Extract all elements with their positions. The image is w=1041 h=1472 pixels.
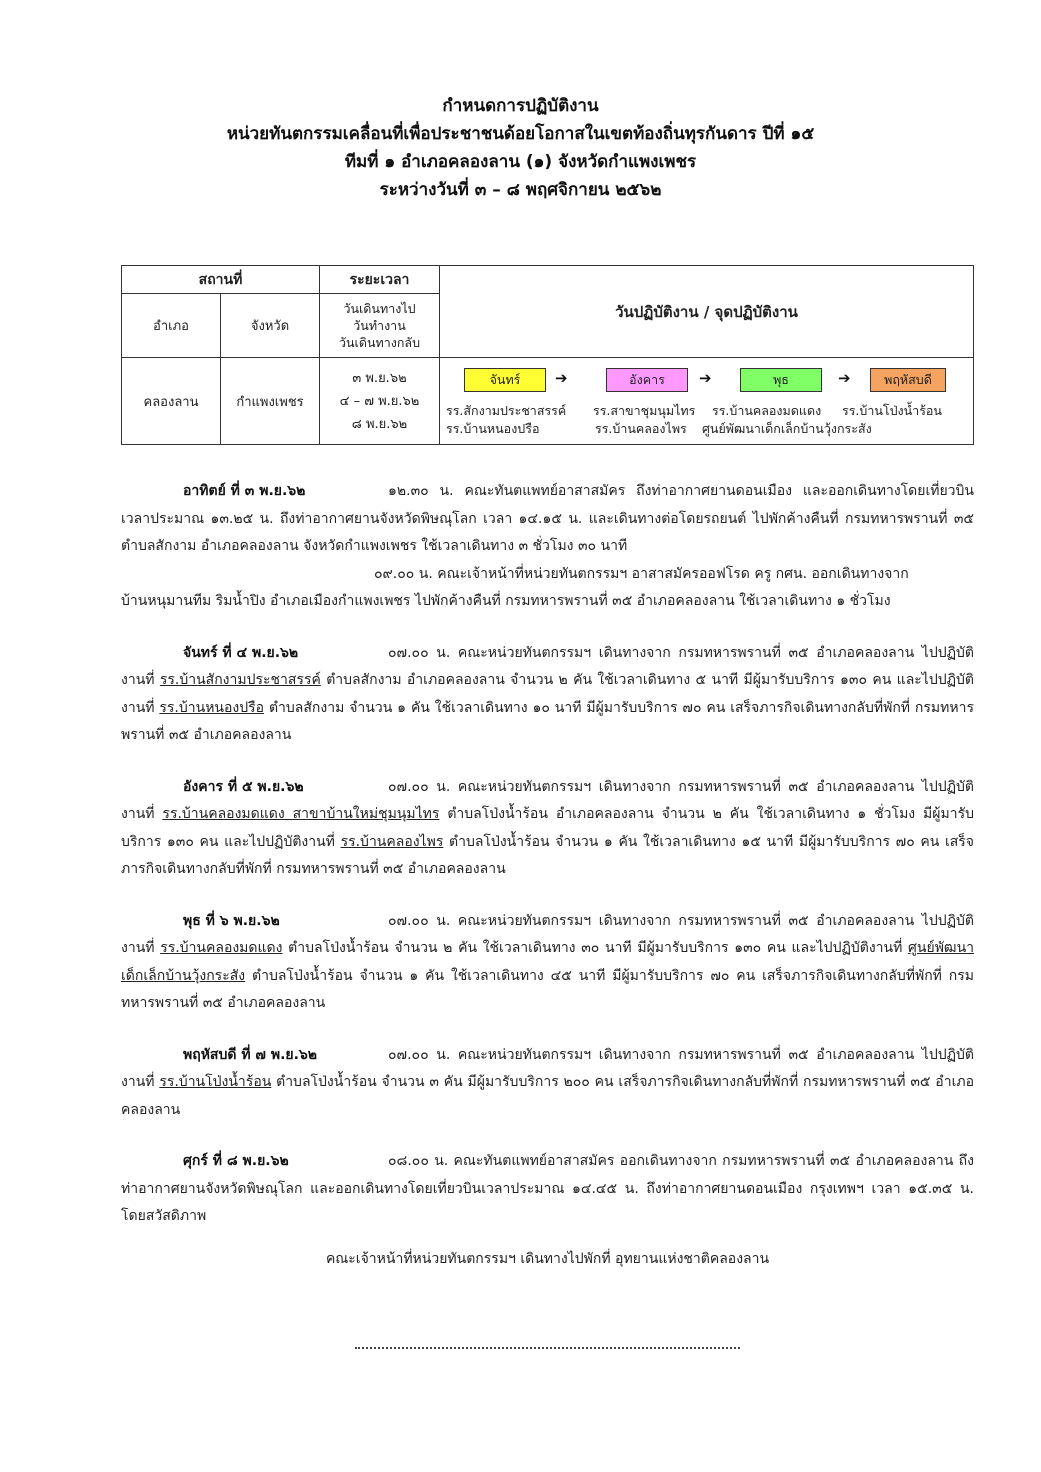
- arrow-right-icon: ➔: [699, 369, 712, 387]
- site-name: รร.บ้านคลองมดแดง สาขาบ้านใหม่ชุมนุมไทร: [162, 806, 440, 822]
- day-section-sunday: [121, 478, 974, 561]
- period-return: วันเดินทางกลับ: [338, 335, 421, 350]
- site-name: รร.บ้านคลองมดแดง: [160, 940, 283, 956]
- title-line-3: ทีมที่ ๑ อำเภอคลองลาน (๑) จังหวัดกำแพงเพชร: [344, 152, 697, 172]
- cell-dates: [320, 358, 440, 445]
- day-box-wednesday: พุธ: [740, 368, 822, 392]
- day-text-line: ๐๙.๐๐ น. คณะเจ้าหน้าที่หน่วยทันตกรรมฯ อาสาสมัครออฟโรด ครู กศน. ออกเดินทางจาก: [374, 565, 909, 582]
- header-place: สถานที่: [122, 266, 320, 294]
- day-text: ตำบลสักงาม อำเภอคลองลาน จำนวน ๒ คัน ใช้เวลาเดินทาง ๕ นาที มีผู้มารับบริการ ๑๓๐ คน และไปปฏิบัติงานที่: [121, 672, 974, 716]
- cell-province: กำแพงเพชร: [221, 358, 320, 445]
- day-section-monday: [121, 640, 974, 750]
- closing-note: คณะเจ้าหน้าที่หน่วยทันตกรรมฯ เดินทางไปพักที่ อุทยานแห่งชาติคลองลาน: [325, 1250, 770, 1267]
- subheader-period: [320, 294, 440, 358]
- site-name: รร.บ้านหนองปรือ: [159, 699, 265, 716]
- subheader-province: จังหวัด: [221, 294, 320, 358]
- day-section-friday: [121, 1148, 974, 1231]
- arrow-right-icon: ➔: [838, 369, 851, 387]
- site-name: ศูนย์พัฒนาเด็กเล็กบ้านวุ้งกระสัง: [121, 940, 974, 984]
- day-text: ตำบลโป่งน้ำร้อน จำนวน ๑ คัน ใช้เวลาเดินทาง ๔๕ นาที มีผู้มารับบริการ ๗๐ คน เสร็จภารกิจเดินทางกลับที่พักที่ กรมทหารพรานที่ ๓๕ อำเภอคลองลาน: [121, 967, 974, 1011]
- day-box-thursday: พฤหัสบดี: [870, 368, 946, 392]
- title-line-2: หน่วยทันตกรรมเคลื่อนที่เพื่อประชาชนด้อยโอกาสในเขตท้องถิ่นทุรกันดาร ปีที่ ๑๕: [226, 124, 815, 144]
- day-heading: อังคาร ที่ ๕ พ.ย.๖๒: [183, 778, 304, 795]
- day-text: ตำบลสักงาม จำนวน ๑ คัน ใช้เวลาเดินทาง ๑๐ นาที มีผู้มารับบริการ ๗๐ คน เสร็จภารกิจเดินทางกลับที่พักที่ กรมทหารพรานที่ ๓๕ อำเภอคลองลาน: [121, 699, 974, 743]
- document-title: [0, 92, 1041, 204]
- school-label: รร.สักงามประชาสรรค์: [446, 403, 567, 418]
- header-period: ระยะเวลา: [320, 266, 440, 294]
- day-box-monday: จันทร์: [464, 368, 546, 392]
- school-label: ศูนย์พัฒนาเด็กเล็กบ้านวุ้งกระสัง: [702, 421, 872, 436]
- day-section-tuesday: [121, 774, 974, 884]
- site-name: รร.บ้านสักงามประชาสรรค์: [159, 672, 321, 688]
- day-section-wednesday: [121, 908, 974, 1018]
- day-heading: จันทร์ ที่ ๔ พ.ย.๖๒: [183, 644, 299, 661]
- day-text: ๐๗.๐๐ น. คณะหน่วยทันตกรรมฯ เดินทางจาก กรมทหารพรานที่ ๓๕ อำเภอคลองลาน ไปปฏิบัติงานที่: [121, 778, 974, 822]
- title-line-4: ระหว่างวันที่ ๓ – ๘ พฤศจิกายน ๒๕๖๒: [379, 180, 662, 200]
- title-line-1: กำหนดการปฏิบัติงาน: [442, 96, 599, 116]
- subheader-district: อำเภอ: [122, 294, 221, 358]
- period-work: วันทำงาน: [353, 318, 406, 333]
- school-label: รร.บ้านหนองปรือ: [446, 421, 540, 436]
- cell-work-flow: [440, 358, 974, 445]
- day-text: ตำบลโป่งน้ำร้อน จำนวน ๓ คัน มีผู้มารับบริการ ๒๐๐ คน เสร็จภารกิจเดินทางกลับที่พักที่ กรมทหารพรานที่ ๓๕ อำเภอคลองลาน: [121, 1074, 974, 1118]
- schedule-table: [121, 265, 974, 445]
- day-heading: พุธ ที่ ๖ พ.ย.๖๒: [183, 912, 280, 929]
- date-return: ๘ พ.ย.๖๒: [351, 416, 408, 432]
- cell-district: คลองลาน: [122, 358, 221, 445]
- day-text: ๑๒.๓๐ น. คณะทันตแพทย์อาสาสมัคร ถึงท่าอากาศยานดอนเมือง และออกเดินทางโดยเที่ยวบินเวลาประมาณ ๑๓.๒๕ น. ถึงท่าอากาศยานจังหวัดพิษณุโลก เวลา ๑๔.๑๕ น. และเดินทางต่อโดยรถยนต์ ไปพักค้างคืนที่ กรมทหารพรานที่ ๓๕ ตำบลสักงาม อำเภอคลองลาน จังหวัดกำแพงเพชร ใช้เวลาเดินทาง ๓ ชั่วโมง ๓๐ นาที: [121, 483, 974, 554]
- date-go: ๓ พ.ย.๖๒: [352, 370, 407, 386]
- school-label: รร.สาขาชุมนุมไทร: [593, 403, 696, 418]
- day-text: ๐๗.๐๐ น. คณะหน่วยทันตกรรมฯ เดินทางจาก กรมทหารพรานที่ ๓๕ อำเภอคลองลาน ไปปฏิบัติงานที่: [121, 912, 974, 956]
- day-text: บ้านหนุมานทีม ริมน้ำปิง อำเภอเมืองกำแพงเพชร ไปพักค้างคืนที่ กรมทหารพรานที่ ๓๕ อำเภอคลองลาน ใช้เวลาเดินทาง ๑ ชั่วโมง: [121, 593, 891, 609]
- arrow-right-icon: ➔: [555, 369, 568, 387]
- school-label: รร.บ้านคลองมดแดง: [712, 403, 822, 418]
- period-go: วันเดินทางไป: [343, 301, 416, 316]
- day-heading: ศุกร์ ที่ ๘ พ.ย.๖๒: [183, 1153, 289, 1169]
- day-box-tuesday: อังคาร: [606, 368, 688, 392]
- day-text: ตำบลโป่งน้ำร้อน อำเภอคลองลาน จำนวน ๒ คัน ใช้เวลาเดินทาง ๑ ชั่วโมง มีผู้มารับบริการ ๑๓๐ คน และไปปฏิบัติงานที่: [121, 806, 974, 850]
- day-text: ตำบลโป่งน้ำร้อน จำนวน ๑ คัน ใช้เวลาเดินทาง ๑๕ นาที มีผู้มารับบริการ ๗๐ คน เสร็จภารกิจเดินทางกลับที่พักที่ กรมทหารพรานที่ ๓๕ อำเภอคลองลาน: [121, 833, 975, 877]
- school-label: รร.บ้านโป่งน้ำร้อน: [842, 403, 942, 418]
- day-text: ๐๗.๐๐ น. คณะหน่วยทันตกรรมฯ เดินทางจาก กรมทหารพรานที่ ๓๕ อำเภอคลองลาน ไปปฏิบัติงานที่: [121, 644, 974, 688]
- schedule-body: [121, 478, 974, 1273]
- site-name: รร.บ้านคลองไพร: [340, 833, 444, 850]
- day-text: ๐๗.๐๐ น. คณะหน่วยทันตกรรมฯ เดินทางจาก กรมทหารพรานที่ ๓๕ อำเภอคลองลาน ไปปฏิบัติงานที่: [121, 1046, 974, 1090]
- dotted-divider: [355, 1346, 740, 1349]
- header-work: วันปฏิบัติงาน / จุดปฏิบัติงาน: [440, 266, 974, 358]
- day-flow: [440, 358, 973, 444]
- day-section-thursday: [121, 1042, 974, 1125]
- day-text: ตำบลโป่งน้ำร้อน จำนวน ๒ คัน ใช้เวลาเดินทาง ๓๐ นาที มีผู้มารับบริการ ๑๓๐ คน และไปปฏิบัติงานที่: [282, 940, 909, 956]
- day-heading: อาทิตย์ ที่ ๓ พ.ย.๖๒: [183, 483, 306, 499]
- day-heading: พฤหัสบดี ที่ ๗ พ.ย.๖๒: [183, 1046, 318, 1063]
- day-text: ๐๘.๐๐ น. คณะทันตแพทย์อาสาสมัคร ออกเดินทางจาก กรมทหารพรานที่ ๓๕ อำเภอคลองลาน ถึงท่าอากาศยานจังหวัดพิษณุโลก และออกเดินทางโดยเที่ยวบินเวลาประมาณ ๑๔.๔๕ น. ถึงท่าอากาศยานดอนเมือง กรุงเทพฯ เวลา ๑๕.๓๕ น. โดยสวัสดิภาพ: [121, 1153, 974, 1224]
- site-name: รร.บ้านโป่งน้ำร้อน: [159, 1074, 272, 1090]
- school-label: รร.บ้านคลองไพร: [595, 421, 687, 436]
- date-work: ๔ – ๗ พ.ย.๖๒: [339, 393, 420, 409]
